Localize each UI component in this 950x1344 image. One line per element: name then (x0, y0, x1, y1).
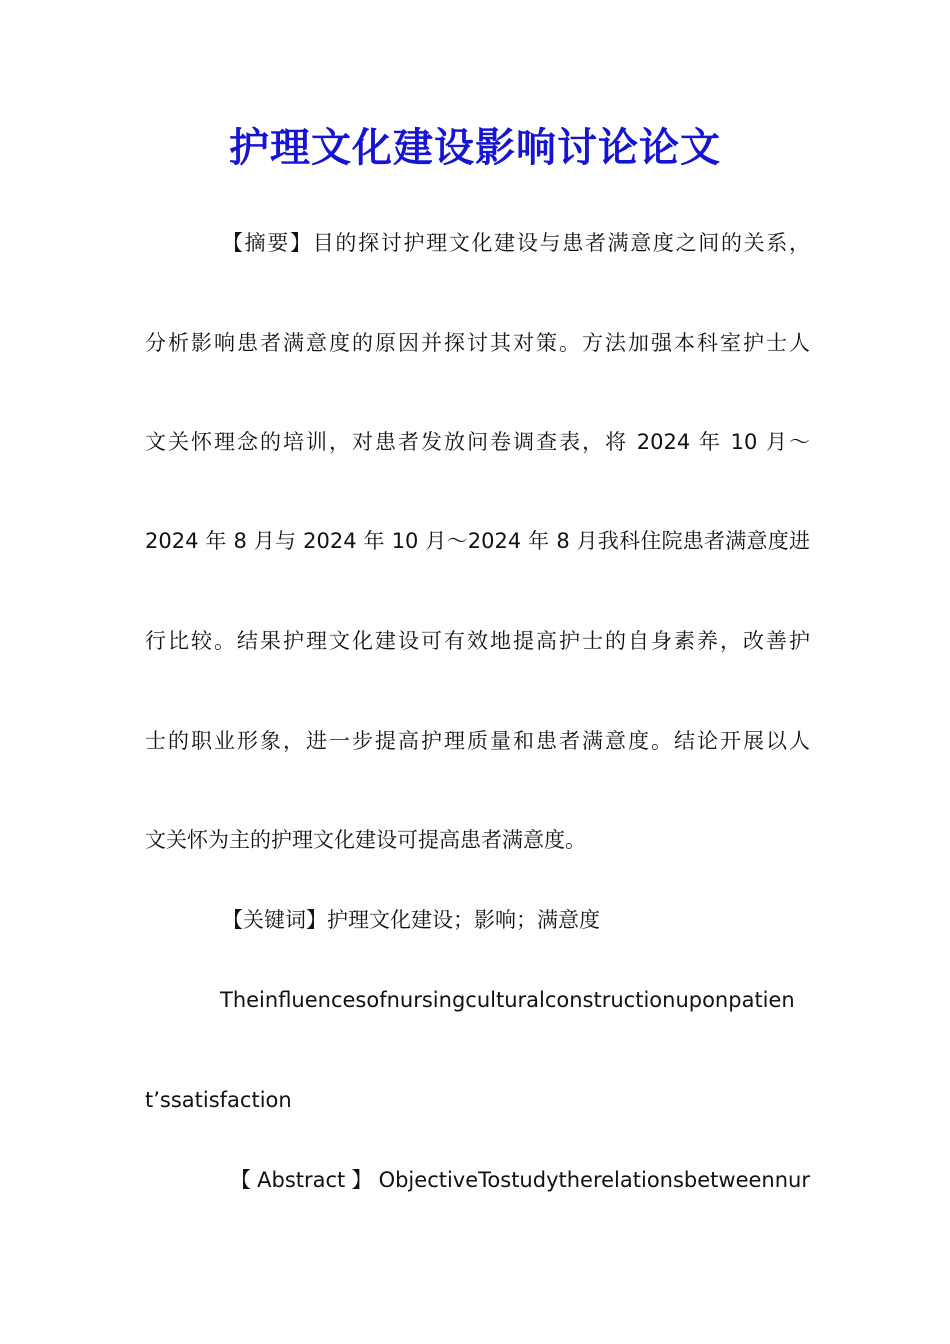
abstract-cn-line-5: 行比较。结果护理文化建设可有效地提高护士的自身素养，改善护 (145, 629, 810, 653)
abstract-cn-line-1: 【摘要】目的探讨护理文化建设与患者满意度之间的关系， (222, 231, 810, 255)
abstract-cn-line-3: 文关怀理念的培训，对患者发放问卷调查表，将 2024 年 10 月～ (145, 430, 810, 454)
abstract-en-line-1: 【Abstract】ObjectiveTostudytherelationsbetweennur (230, 1168, 810, 1192)
document-title: 护理文化建设影响讨论论文 (229, 124, 721, 171)
abstract-cn-line-7: 文关怀为主的护理文化建设可提高患者满意度。 (145, 828, 586, 852)
abstract-cn-line-4: 2024 年 8 月与 2024 年 10 月～2024 年 8 月我科住院患者满意度进 (145, 529, 810, 553)
english-title-line-2: t’ssatisfaction (145, 1088, 292, 1112)
abstract-cn-line-6: 士的职业形象，进一步提高护理质量和患者满意度。结论开展以人 (145, 729, 810, 753)
english-title-line-1: Theinfluencesofnursingculturalconstructionuponpatien (220, 988, 795, 1012)
abstract-cn-line-2: 分析影响患者满意度的原因并探讨其对策。方法加强本科室护士人 (145, 331, 810, 355)
keywords-cn: 【关键词】护理文化建设；影响；满意度 (222, 908, 600, 932)
